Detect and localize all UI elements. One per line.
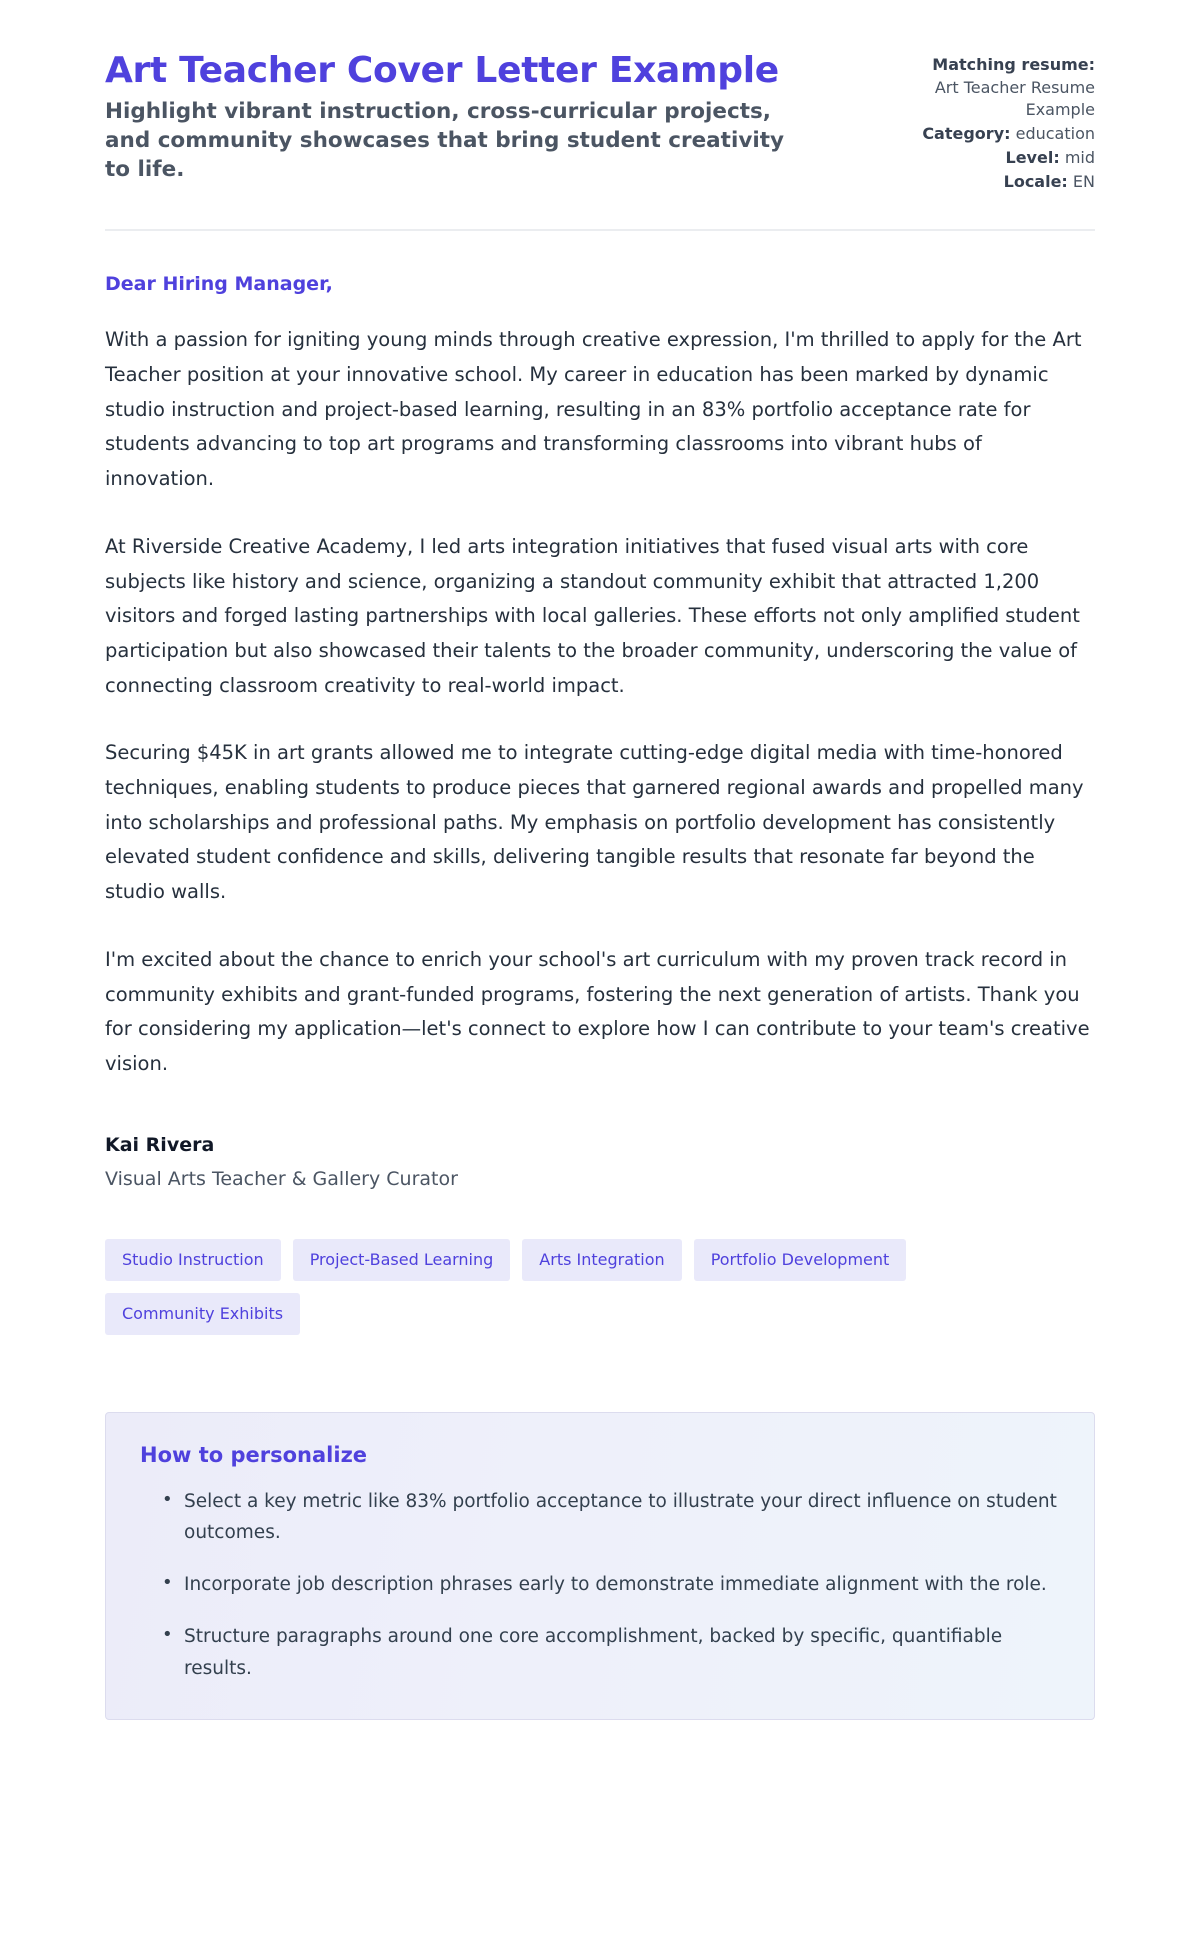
personalize-tip-list: [140, 1486, 1060, 1685]
personalize-tip: • Select a key metric like 83% portfolio acceptance to illustrate your direct influence on student outcomes.: [162, 1486, 1060, 1550]
skill-tag[interactable]: Project-Based Learning: [293, 1239, 511, 1281]
how-to-personalize-panel: [105, 1412, 1095, 1720]
meta-matching-resume-label: Matching resume:: [932, 55, 1095, 74]
skill-tag[interactable]: Arts Integration: [522, 1239, 681, 1281]
meta-locale-value: EN: [1072, 171, 1095, 191]
skill-tag[interactable]: Community Exhibits: [105, 1293, 300, 1335]
personalize-tip: • Structure paragraphs around one core accomplishment, backed by specific, quantifiable results.: [162, 1621, 1060, 1685]
letter-paragraph: At Riverside Creative Academy, I led arts integration initiatives that fused visual arts with core subjects like history and science, organizing a standout community exhibit that attracted 1,200 visitors and forged lasting partnerships with local galleries. These efforts not only amplified student participation but also showcased their talents to the broader community, underscoring the value of connecting classroom creativity to real-world impact.: [105, 534, 1080, 697]
meta-category-label: Category:: [922, 124, 1011, 144]
meta-level-label: Level:: [1005, 147, 1060, 167]
meta-category: [865, 123, 1095, 146]
meta-matching-resume-value[interactable]: Art Teacher Resume Example: [934, 77, 1095, 120]
letter-paragraph: I'm excited about the chance to enrich your school's art curriculum with my proven track record in community exhibits and grant-funded programs, fostering the next generation of artists. Thank you for considering my application—let's connect to explore how I can contribute to your team's creative vision.: [105, 947, 1090, 1075]
meta-category-value: education: [1015, 124, 1095, 144]
header-title-block: [105, 50, 825, 184]
document-header: [105, 0, 1095, 194]
meta-locale: [865, 171, 1095, 194]
skill-tag[interactable]: Portfolio Development: [694, 1239, 907, 1281]
signature-block: [105, 1082, 1095, 1190]
personalize-tip: • Incorporate job description phrases early to demonstrate immediate alignment with the role.: [162, 1569, 1060, 1601]
skill-tag[interactable]: Studio Instruction: [105, 1239, 281, 1281]
signer-role: Visual Arts Teacher & Gallery Curator: [105, 1167, 458, 1190]
meta-matching-resume: [865, 54, 1095, 122]
personalize-heading: How to personalize: [140, 1442, 368, 1467]
signer-name: Kai Rivera: [105, 1133, 215, 1156]
meta-level: [865, 147, 1095, 170]
salutation: Dear Hiring Manager,: [105, 273, 333, 296]
skill-tag-list: [105, 1190, 965, 1335]
meta-locale-label: Locale:: [1003, 171, 1068, 191]
letter-paragraph: Securing $45K in art grants allowed me to integrate cutting-edge digital media with time-honored techniques, enabling students to produce pieces that garnered regional awards and propelled many into scholarships and professional paths. My emphasis on portfolio development has consistently elevated student confidence and skills, delivering tangible results that resonate far beyond the studio walls.: [105, 741, 1084, 904]
document-metadata: [865, 50, 1095, 194]
cover-letter-body: [105, 231, 1095, 1081]
page-subtitle: Highlight vibrant instruction, cross-curricular projects, and community showcases that bring student creativity to life.: [105, 99, 785, 182]
page-bottom-spacer: [105, 1720, 1095, 1780]
page-title: Art Teacher Cover Letter Example: [105, 50, 779, 91]
letter-paragraph: With a passion for igniting young minds through creative expression, I'm thrilled to apply for the Art Teacher position at your innovative school. My career in education has been marked by dynamic studio instruction and project-based learning, resulting in an 83% portfolio acceptance rate for students advancing to top art programs and transforming classrooms into vibrant hubs of innovation.: [105, 328, 1082, 491]
meta-level-value: mid: [1064, 147, 1095, 167]
